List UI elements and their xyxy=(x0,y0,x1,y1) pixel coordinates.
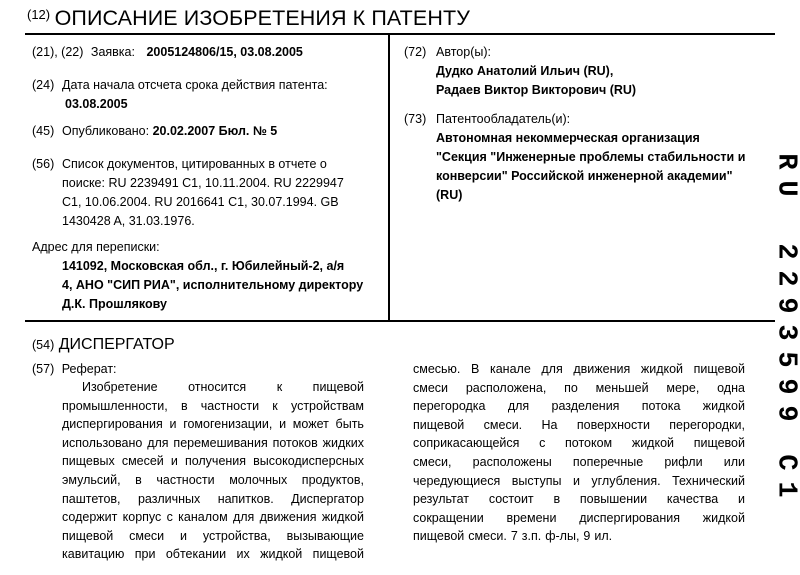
owner-code: (73) xyxy=(404,112,427,126)
abstract-word: выступы xyxy=(511,473,562,488)
abstract-word: пищевой xyxy=(312,547,364,562)
cited-docs-line: Список документов, цитированных в отчете о xyxy=(62,157,327,171)
abstract-word: поперечные xyxy=(572,454,644,469)
side-label-char: 2 xyxy=(770,270,800,287)
abstract-word: пищевой xyxy=(62,528,114,543)
abstract-code: (57) xyxy=(32,362,55,376)
abstract-word: получения xyxy=(184,454,247,469)
application-value: 2005124806/15, 03.08.2005 xyxy=(146,45,303,59)
abstract-word: мере, xyxy=(666,380,700,395)
abstract-word: использовано xyxy=(62,435,143,450)
abstract-word: и xyxy=(170,454,178,469)
abstract-word: смеси, xyxy=(413,454,452,469)
abstract-column-1 xyxy=(62,378,364,564)
abstract-line xyxy=(62,545,364,564)
abstract-word: Диспергатор xyxy=(291,491,364,506)
abstract-column-2 xyxy=(413,360,745,546)
abstract-word: быть xyxy=(335,417,364,432)
cited-docs-line: поиске: RU 2239491 C1, 10.11.2004. RU 2229947 xyxy=(62,176,344,190)
abstract-word: жидкой xyxy=(640,362,684,376)
abstract-word: поверхности xyxy=(576,417,650,432)
application-field xyxy=(32,43,303,62)
abstract-word: для xyxy=(232,510,255,525)
abstract-line xyxy=(413,379,745,398)
abstract-word: времени xyxy=(506,510,557,525)
abstract-word: в xyxy=(135,472,142,487)
abstract-line xyxy=(62,508,364,527)
abstract-line xyxy=(413,527,745,546)
abstract-word: ил. xyxy=(594,529,613,544)
side-label-char: U xyxy=(770,180,800,197)
published-value: 20.02.2007 Бюл. № 5 xyxy=(152,124,278,138)
abstract-word: перегородка xyxy=(413,399,486,414)
abstract-word: высокодисперсных xyxy=(253,454,364,469)
abstract-word: обтекании xyxy=(165,547,227,562)
abstract-word: корпус xyxy=(122,510,162,525)
abstract-word: канале xyxy=(489,362,531,376)
abstract-word: вызывающие xyxy=(286,528,364,543)
cited-docs-line: 1430428 A, 31.03.1976. xyxy=(62,214,195,228)
abstract-word: гомогенизации, xyxy=(183,417,273,432)
header-code: (12) xyxy=(27,7,51,22)
address-line: Д.К. Прошлякову xyxy=(62,297,167,311)
abstract-word: смеси. xyxy=(468,529,507,544)
abstract-word: потоков xyxy=(272,435,318,450)
abstract-word: разделения xyxy=(551,399,620,414)
abstract-word: может xyxy=(292,417,329,432)
address-label: Адрес для переписки: xyxy=(32,240,160,254)
abstract-word: паштетов, xyxy=(62,491,121,506)
application-code: (21), (22) xyxy=(32,45,84,59)
abstract-word: жидкой xyxy=(702,510,745,525)
cited-docs-line: C1, 10.06.2004. RU 2016641 C1, 30.07.1994. GB xyxy=(62,195,339,209)
invention-heading xyxy=(32,336,175,355)
side-patent-number xyxy=(770,148,800,503)
author-name: Радаев Виктор Викторович (RU) xyxy=(436,83,637,97)
abstract-word: пищевой xyxy=(413,529,465,544)
abstract-word: различных xyxy=(137,491,201,506)
published-label: Опубликовано: xyxy=(62,124,150,138)
abstract-line xyxy=(413,397,745,416)
abstract-word: относится xyxy=(188,380,247,394)
side-kind xyxy=(770,449,800,503)
abstract-word: при xyxy=(134,547,156,562)
abstract-word: в xyxy=(553,492,561,507)
author-name: Дудко Анатолий Ильич (RU), xyxy=(436,64,614,78)
abstract-word: качества xyxy=(666,492,719,507)
authors-label: Автор(ы): xyxy=(436,45,491,59)
address-line: 141092, Московская обл., г. Юбилейный-2, а/я xyxy=(62,259,345,273)
published-code: (45) xyxy=(32,124,55,138)
published-field xyxy=(32,122,277,141)
document-title: ОПИСАНИЕ ИЗОБРЕТЕНИЯ К ПАТЕНТУ xyxy=(54,6,470,30)
abstract-line xyxy=(62,471,364,490)
document-header xyxy=(27,6,470,31)
abstract-line xyxy=(62,415,364,434)
authors-code: (72) xyxy=(404,45,427,59)
side-number xyxy=(770,238,800,427)
abstract-word: их xyxy=(236,547,250,562)
abstract-word: пищевой xyxy=(413,417,465,432)
side-label-char: 9 xyxy=(770,405,800,422)
abstract-word: меньшей xyxy=(595,380,649,395)
abstract-line xyxy=(62,452,364,471)
abstract-word: з.п. xyxy=(521,529,542,544)
abstract-line xyxy=(413,360,745,379)
side-label-char: 3 xyxy=(770,324,800,341)
side-label-char: 9 xyxy=(770,378,800,395)
term-start-label: Дата начала отсчета срока действия патента: xyxy=(62,78,328,92)
abstract-word: частности xyxy=(200,398,260,413)
abstract-word: к xyxy=(276,380,283,394)
abstract-word: потоком xyxy=(565,436,613,451)
abstract-word: смеси. xyxy=(483,417,523,432)
abstract-word: перегородки, xyxy=(669,417,745,432)
abstract-word: перемешивания xyxy=(173,435,268,450)
abstract-line xyxy=(413,472,745,491)
side-label-char: C xyxy=(770,454,800,471)
header-rule xyxy=(25,33,775,35)
abstract-word: и xyxy=(169,417,177,432)
abstract-word: соприкасающейся xyxy=(413,436,520,451)
abstract-word: Изобретение xyxy=(82,380,158,394)
abstract-word: с xyxy=(539,436,546,451)
application-label: Заявка: xyxy=(90,45,135,59)
biblio-rule xyxy=(25,320,775,322)
abstract-word: В xyxy=(471,362,480,376)
side-label-char: 2 xyxy=(770,243,800,260)
abstract-line xyxy=(62,434,364,453)
side-country xyxy=(770,148,800,202)
address-line: 4, АНО "СИП РИА", исполнительному директору xyxy=(62,278,364,292)
authors-field xyxy=(404,43,636,100)
abstract-word: жидких xyxy=(322,435,364,450)
abstract-line xyxy=(62,527,364,546)
abstract-word: напитков. xyxy=(217,491,274,506)
abstract-word: жидкой xyxy=(702,399,745,414)
abstract-word: движения xyxy=(259,510,317,525)
side-label-char: 5 xyxy=(770,351,800,368)
abstract-word: эмульсий, xyxy=(62,472,121,487)
abstract-word: смесей xyxy=(121,454,164,469)
abstract-word: и xyxy=(738,492,745,507)
abstract-word: 9 xyxy=(583,529,591,544)
cited-docs-field xyxy=(32,155,344,231)
abstract-word: и xyxy=(572,473,580,488)
owner-line: "Секция "Инженерные проблемы стабильности и xyxy=(436,150,746,164)
abstract-word: результат xyxy=(413,492,470,507)
abstract-line xyxy=(413,434,745,453)
abstract-word: диспергирования xyxy=(62,417,163,432)
abstract-word: движения xyxy=(573,362,631,376)
abstract-line xyxy=(413,453,745,472)
owner-line: конверсии" Российской инженерной академии" xyxy=(436,169,733,183)
abstract-word: повышении xyxy=(579,492,648,507)
abstract-word: пищевой xyxy=(693,436,745,451)
abstract-line xyxy=(413,490,745,509)
side-label-char: R xyxy=(770,153,800,170)
term-start-code: (24) xyxy=(32,78,55,92)
address-field xyxy=(32,238,363,314)
abstract-word: для xyxy=(147,435,169,450)
abstract-word: пищевой xyxy=(312,380,364,394)
abstract-word: сокращении xyxy=(413,510,484,525)
abstract-word: жидкой xyxy=(321,510,364,525)
abstract-word: состоит xyxy=(488,492,534,507)
abstract-word: расположены xyxy=(472,454,552,469)
abstract-line xyxy=(413,509,745,528)
abstract-word: жидкой xyxy=(260,547,303,562)
abstract-line xyxy=(62,397,364,416)
abstract-word: или xyxy=(723,454,745,469)
abstract-label: Реферат: xyxy=(61,362,117,376)
invention-code: (54) xyxy=(32,338,55,352)
cited-docs-code: (56) xyxy=(32,157,55,171)
abstract-word: к xyxy=(272,398,278,413)
abstract-word: чередующиеся xyxy=(413,473,501,488)
abstract-line xyxy=(413,416,745,435)
abstract-word: и xyxy=(180,528,187,543)
abstract-word: устройствам xyxy=(290,398,364,413)
abstract-word: смеси xyxy=(129,528,165,543)
abstract-word: содержит xyxy=(62,510,118,525)
abstract-word: для xyxy=(507,399,530,414)
abstract-word: кавитацию xyxy=(62,547,125,562)
abstract-word: жидкой xyxy=(631,436,675,451)
abstract-word: На xyxy=(541,417,558,432)
abstract-word: промышленности, xyxy=(62,398,168,413)
abstract-word: каналом xyxy=(178,510,228,525)
abstract-word: с xyxy=(166,510,173,525)
abstract-word: потока xyxy=(641,399,681,414)
abstract-word: диспергирования xyxy=(579,510,680,525)
abstract-word: и xyxy=(279,417,287,432)
owner-line: Автономная некоммерческая организация xyxy=(436,131,700,145)
abstract-word: для xyxy=(541,362,563,376)
abstract-word: углубления. xyxy=(591,473,661,488)
invention-title: ДИСПЕРГАТОР xyxy=(58,336,175,353)
abstract-line xyxy=(82,378,364,397)
abstract-word: устройства, xyxy=(202,528,271,543)
abstract-word: смесью. xyxy=(413,362,461,376)
side-label-char: 9 xyxy=(770,297,800,314)
abstract-word: в xyxy=(180,398,188,413)
term-start-field xyxy=(32,76,328,114)
side-label-char: 1 xyxy=(770,481,800,498)
abstract-line xyxy=(62,490,364,509)
abstract-word: 7 xyxy=(510,529,518,544)
abstract-word: пищевых xyxy=(62,454,115,469)
abstract-word: по xyxy=(564,380,578,395)
term-start-value: 03.08.2005 xyxy=(65,97,128,111)
abstract-word: пищевой xyxy=(693,362,745,376)
owner-field xyxy=(404,110,745,205)
abstract-word: одна xyxy=(717,380,745,395)
abstract-word: ф-лы, xyxy=(545,529,580,544)
abstract-word: продуктов, xyxy=(301,472,364,487)
abstract-word: Технический xyxy=(672,473,745,488)
abstract-word: молочных xyxy=(229,472,288,487)
owner-line: (RU) xyxy=(436,188,463,202)
abstract-label-row xyxy=(32,360,117,379)
owner-label: Патентообладатель(и): xyxy=(436,112,571,126)
column-divider xyxy=(388,34,390,320)
abstract-word: смеси xyxy=(413,380,449,395)
abstract-word: расположена, xyxy=(465,380,547,395)
abstract-word: частности xyxy=(156,472,215,487)
abstract-word: рифли xyxy=(664,454,703,469)
